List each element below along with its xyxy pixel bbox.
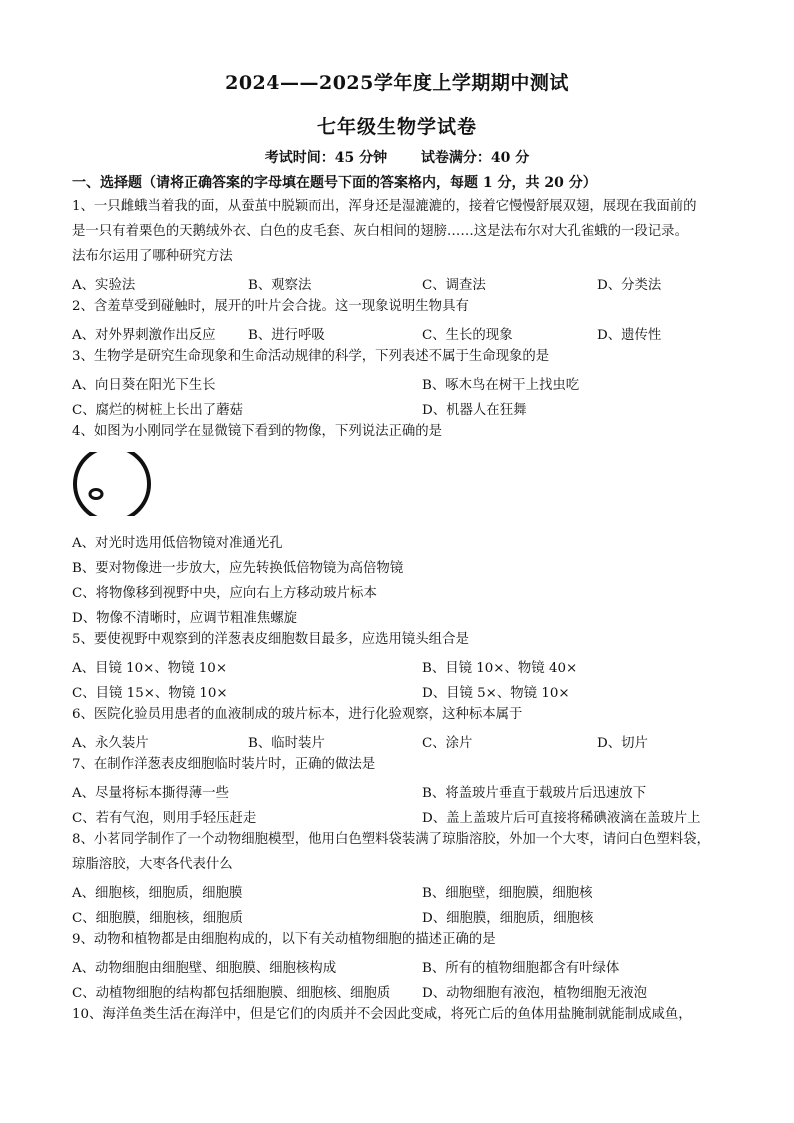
q1-option-c: C、调查法 (422, 278, 486, 293)
q7-option-c: C、若有气泡，则用手轻压赶走 (72, 811, 257, 826)
q2-option-d: D、遗传性 (597, 328, 662, 343)
q8-line-1: 8、小茗同学制作了一个动物细胞模型，他用白色塑料袋装满了琼脂溶胶，外加一个大枣，请问白色塑料袋， (72, 832, 710, 847)
q1-line-3: 法布尔运用了哪种研究方法 (72, 249, 233, 264)
q2-option-b: B、进行呼吸 (248, 328, 325, 343)
q7-option-d: D、盖上盖玻片后可直接将稀碘液滴在盖玻片上 (422, 811, 701, 826)
microscope-view-figure (72, 452, 152, 516)
q9-option-a: A、动物细胞由细胞壁、细胞膜、细胞核构成 (72, 961, 337, 976)
object-image-dot (90, 490, 102, 499)
q5-stem: 5、要使视野中观察到的洋葱表皮细胞数目最多，应选用镜头组合是 (72, 632, 469, 647)
q4-option-d: D、物像不清晰时，应调节粗准焦螺旋 (72, 611, 297, 626)
q6-stem: 6、医院化验员用患者的血液制成的玻片标本，进行化验观察，这种标本属于 (72, 707, 523, 722)
q6-option-d: D、切片 (597, 736, 648, 751)
exam-subtitle: 七年级生物学试卷 (316, 116, 477, 138)
q7-option-a: A、尽量将标本撕得薄一些 (72, 786, 229, 801)
q1-option-a: A、实验法 (72, 278, 136, 293)
q3-option-d: D、机器人在狂舞 (422, 403, 527, 418)
q2-stem: 2、含羞草受到碰触时，展开的叶片会合拢。这一现象说明生物具有 (72, 299, 469, 314)
q8-option-d: D、细胞膜，细胞质，细胞核 (422, 911, 594, 926)
q9-option-b: B、所有的植物细胞都含有叶绿体 (422, 961, 620, 976)
q10-stem: 10、海洋鱼类生活在海洋中，但是它们的肉质并不会因此变咸，将死亡后的鱼体用盐腌制就能制成咸鱼， (72, 1007, 692, 1022)
q3-stem: 3、生物学是研究生命现象和生命活动规律的科学，下列表述不属于生命现象的是 (72, 349, 550, 364)
q3-option-a: A、向日葵在阳光下生长 (72, 378, 216, 393)
q5-option-a: A、目镜 10×、物镜 10× (72, 661, 228, 676)
q1-option-d: D、分类法 (597, 278, 662, 293)
q5-option-b: B、目镜 10×、物镜 40× (422, 661, 578, 676)
field-of-view-circle (75, 452, 149, 516)
exam-title: 2024——2025学年度上学期期中测试 (225, 72, 569, 94)
q1-option-b: B、观察法 (248, 278, 312, 293)
q8-option-c: C、细胞膜，细胞核，细胞质 (72, 911, 243, 926)
q8-line-2: 琼脂溶胶，大枣各代表什么 (72, 857, 233, 872)
q1-line-1: 1、一只雌蛾当着我的面，从蚕茧中脱颖而出，浑身还是湿漉漉的，接着它慢慢舒展双翅，展现在我面前的 (72, 199, 697, 214)
q8-option-a: A、细胞核，细胞质，细胞膜 (72, 886, 243, 901)
q4-option-c: C、将物像移到视野中央，应向右上方移动玻片标本 (72, 586, 377, 601)
q3-option-c: C、腐烂的树桩上长出了蘑菇 (72, 403, 243, 418)
q6-option-b: B、临时装片 (248, 736, 325, 751)
q9-option-c: C、动植物细胞的结构都包括细胞膜、细胞核、细胞质 (72, 986, 391, 1001)
q7-stem: 7、在制作洋葱表皮细胞临时装片时，正确的做法是 (72, 757, 376, 772)
q4-stem: 4、如图为小刚同学在显微镜下看到的物像，下列说法正确的是 (72, 424, 443, 439)
q2-option-c: C、生长的现象 (422, 328, 513, 343)
section-heading: 一、选择题（请将正确答案的字母填在题号下面的答案格内，每题 1 分，共 20 分） (72, 175, 597, 191)
q4-option-a: A、对光时选用低倍物镜对准通光孔 (72, 536, 283, 551)
q1-line-2: 是一只有着栗色的天鹅绒外衣、白色的皮毛套、灰白相间的翅膀……这是法布尔对大孔雀蛾的一段记录。 (72, 224, 688, 239)
q9-stem: 9、动物和植物都是由细胞构成的，以下有关动植物细胞的描述正确的是 (72, 932, 496, 947)
q8-option-b: B、细胞壁，细胞膜，细胞核 (422, 886, 593, 901)
q7-option-b: B、将盖玻片垂直于载玻片后迅速放下 (422, 786, 647, 801)
exam-time: 考试时间：45 分钟 (264, 150, 388, 166)
q5-option-c: C、目镜 15×、物镜 10× (72, 686, 228, 701)
q6-option-c: C、涂片 (422, 736, 473, 751)
q9-option-d: D、动物细胞有液泡，植物细胞无液泡 (422, 986, 647, 1001)
exam-info (0, 147, 794, 167)
q2-option-a: A、对外界刺激作出反应 (72, 328, 216, 343)
q5-option-d: D、目镜 5×、物镜 10× (422, 686, 570, 701)
exam-score: 试卷满分：40 分 (420, 150, 530, 166)
q4-option-b: B、要对物像进一步放大，应先转换低倍物镜为高倍物镜 (72, 561, 404, 576)
q6-option-a: A、永久装片 (72, 736, 149, 751)
q3-option-b: B、啄木鸟在树干上找虫吃 (422, 378, 580, 393)
